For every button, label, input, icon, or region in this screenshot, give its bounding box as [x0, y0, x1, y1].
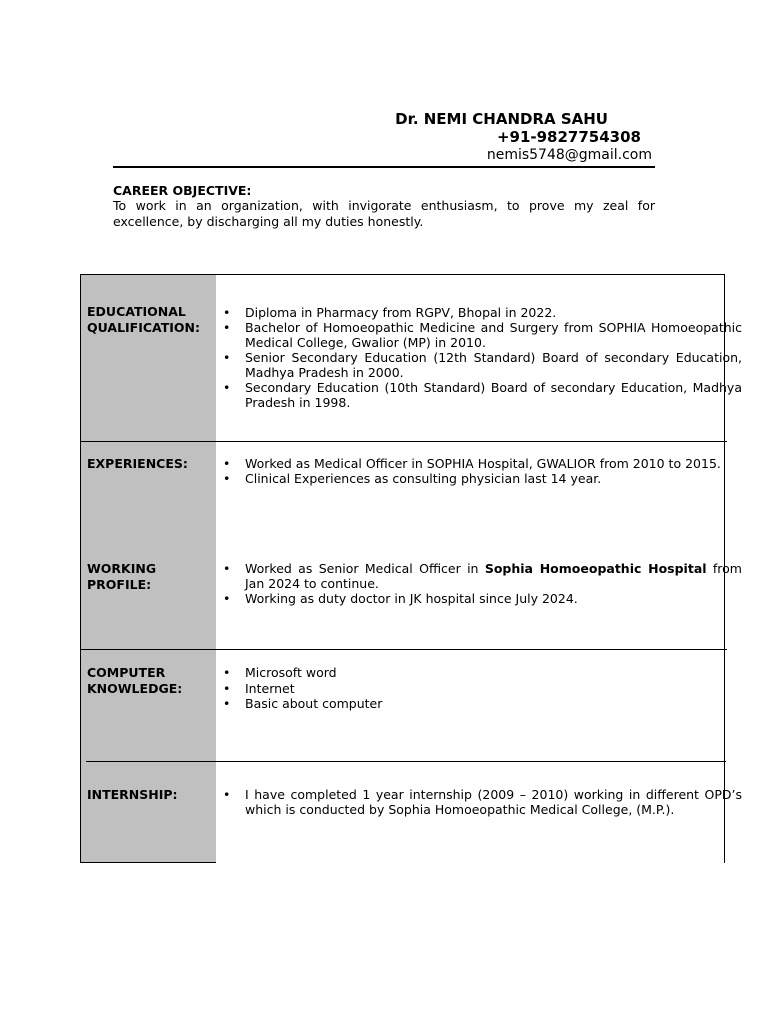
list-item: [245, 561, 742, 591]
list-item: • Bachelor of Homoeopathic Medicine and Surgery from SOPHIA Homoeopathic Medical College, Gwalior (MP) in 2010.: [245, 320, 742, 350]
header-name: Dr. NEMI CHANDRA SAHU: [395, 110, 608, 128]
experiences-list: [220, 456, 742, 486]
computer-knowledge-list: [220, 665, 742, 712]
working-profile-label: WORKING PROFILE:: [87, 561, 157, 592]
list-item: • I have completed 1 year internship (2009 – 2010) working in different OPD’s which is conducted by Sophia Homoeopathic Medical College, (M.P.).: [245, 787, 742, 817]
experiences-label: EXPERIENCES:: [87, 456, 188, 471]
internship-label: INTERNSHIP:: [87, 787, 178, 802]
hospital-name: Sophia Homoeopathic Hospital: [484, 561, 707, 576]
list-item: • Microsoft word: [245, 665, 742, 681]
header-email: nemis5748@gmail.com: [486, 147, 652, 163]
working-profile-text: from Jan 2024 to continue.: [245, 561, 742, 591]
list-item: • Clinical Experiences as consulting physician last 14 year.: [245, 471, 742, 486]
row-divider-partial: [86, 761, 406, 762]
list-item: • Worked as Medical Officer in SOPHIA Hospital, GWALIOR from 2010 to 2015.: [245, 456, 742, 471]
row-divider: [80, 649, 727, 650]
career-objective-title: CAREER OBJECTIVE:: [113, 183, 252, 198]
list-item: • Diploma in Pharmacy from RGPV, Bhopal in 2022.: [245, 305, 742, 320]
header-phone: +91-9827754308: [496, 128, 641, 146]
table-border-top: [80, 274, 725, 275]
education-list: [220, 305, 742, 410]
computer-knowledge-label: COMPUTER KNOWLEDGE:: [87, 665, 183, 696]
list-item: • Internet: [245, 681, 742, 697]
list-item: • Basic about computer: [245, 696, 742, 712]
list-item: • Senior Secondary Education (12th Standard) Board of secondary Education, Madhya Pradesh in 2000.: [245, 350, 742, 380]
working-profile-text: Worked as Senior Medical Officer in: [245, 561, 485, 576]
list-item: • Secondary Education (10th Standard) Board of secondary Education, Madhya Pradesh in 1998.: [245, 380, 742, 410]
table-border-bottom: [80, 862, 216, 863]
education-label: EDUCATIONAL QUALIFICATION:: [87, 304, 201, 335]
resume-table: [80, 274, 742, 862]
working-profile-list: [220, 561, 742, 606]
header-rule: [113, 166, 655, 168]
row-divider: [80, 441, 727, 442]
internship-list: [220, 787, 742, 817]
career-objective-text: To work in an organization, with invigorate enthusiasm, to prove my zeal for excellence, by discharging all my duties honestly.: [113, 198, 655, 229]
list-item: • Working as duty doctor in JK hospital since July 2024.: [245, 591, 742, 606]
